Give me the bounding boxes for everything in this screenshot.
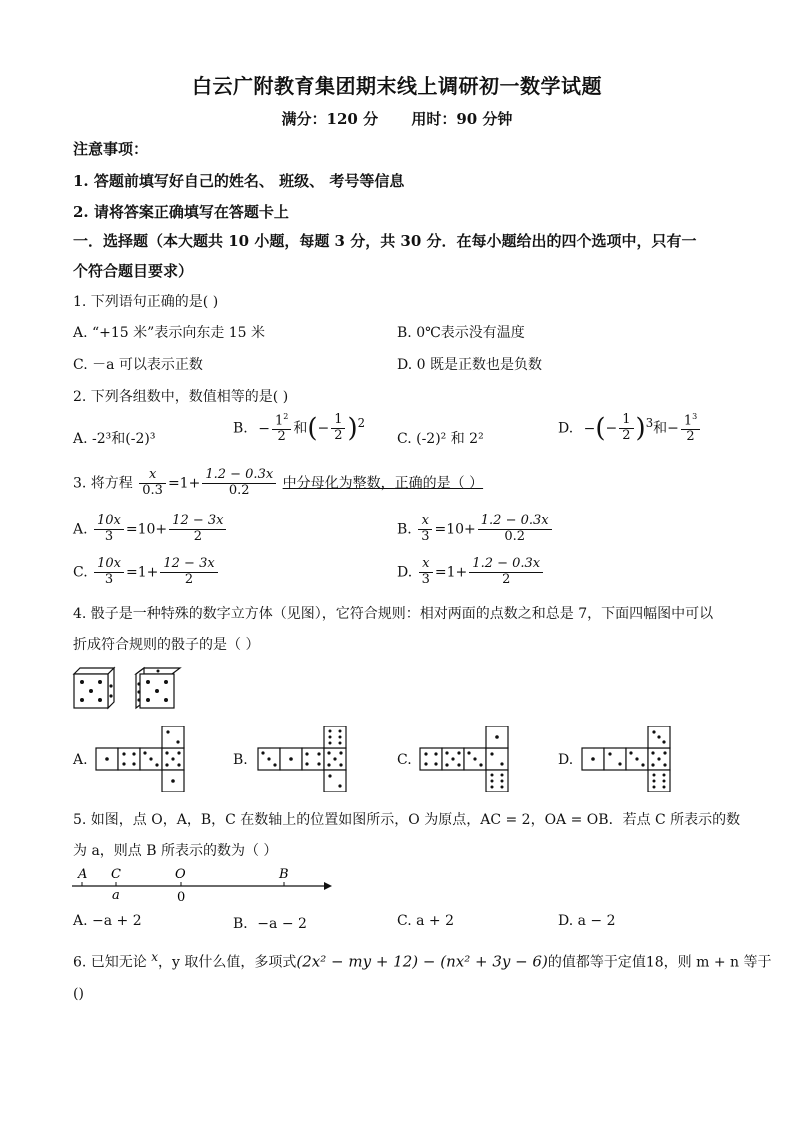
q3-option-d: D. $\frac{x}{3}$ =1+ $\frac{1.2 - 0.3x}{2}$ (397, 557, 545, 588)
q2-option-b: B. − $\frac{1^2}{2}$ 和(− $\frac{1}{2}$ )$^2$ (233, 412, 366, 445)
q4-option-a-label: A. (73, 752, 88, 768)
q5-option-a: A. −a + 2 (73, 913, 142, 929)
q2-d-label: D. (558, 420, 574, 437)
q3-option-c: C. $\frac{10x}{3}$ =1+ $\frac{12 - 3x}{2}$ (73, 557, 220, 588)
dice-cube-2 (136, 668, 180, 708)
q6-stem (73, 950, 771, 972)
q5-stem-line1: 5. 如图，点 O，A，B，C 在数轴上的位置如图所示，O 为原点，AC = 2，OA = OB．若点 C 所表示的数 (73, 812, 741, 828)
q2-stem: 2. 下列各组数中，数值相等的是( ) (73, 389, 289, 405)
q5-option-c: C. a + 2 (397, 913, 454, 929)
time-limit: 用时：90 分钟 (411, 110, 513, 128)
q6-stem-y: ，y 取什么值，多项式 (158, 954, 297, 971)
q3-option-b: B. $\frac{x}{3}$ =10+ $\frac{1.2 - 0.3x}{0.2}$ (397, 514, 554, 545)
full-score: 满分：120 分 (281, 110, 379, 128)
q2-option-d: D. −(− $\frac{1}{2}$ )$^3$和− $\frac{1^3}{2}$ (558, 412, 702, 445)
q1-option-c: C. －a 可以表示正数 (73, 357, 203, 373)
axis-label-a: A (78, 867, 88, 882)
note-item-2: 2. 请将答案正确填写在答题卡上 (73, 203, 289, 221)
q5-option-d: D. a − 2 (558, 913, 616, 929)
q4-option-c-label: C. (397, 752, 412, 768)
q3-a-label: A. (73, 521, 88, 538)
q4-stem-line1: 4. 骰子是一种特殊的数字立方体（见图），它符合规则：相对两面的点数之和总是 7，下面四幅图中可以 (73, 606, 714, 622)
q6-var-x: x (151, 950, 159, 964)
note-item-1: 1. 答题前填写好自己的姓名、 班级、 考号等信息 (73, 172, 405, 190)
q3-stem: 3. 将方程 $\frac{x}{0.3}$ =1+ $\frac{1.2 - 0.3x}{0.2}$ 中分母化为整数，正确的是（ ） (73, 467, 484, 498)
q6-polynomial: (2x² − my + 12) − (nx² + 3y − 6) (296, 952, 548, 971)
q3-c-label: C. (73, 564, 88, 581)
axis-label-c: C (111, 867, 121, 882)
q6-stem-suffix: 的值都等于定值18，则 m + n 等于 (547, 954, 772, 971)
q4-net-b (256, 726, 352, 792)
q3-stem-prefix: 3. 将方程 (73, 475, 133, 492)
q3-b-label: B. (397, 521, 412, 538)
exam-meta (0, 108, 794, 129)
number-line (70, 864, 334, 904)
q1-stem: 1. 下列语句正确的是( ) (73, 294, 219, 310)
q6-stem-prefix: 6. 已知无论 (73, 954, 147, 971)
axis-label-o: O (175, 867, 186, 882)
q3-d-label: D. (397, 564, 413, 581)
q1-option-b: B. 0℃表示没有温度 (397, 325, 525, 341)
q1-option-a: A. “+15 米”表示向东走 15 米 (73, 325, 266, 341)
q5-stem-line2: 为 a，则点 B 所表示的数为（ ） (73, 843, 278, 859)
q4-stem-line2: 折成符合规则的骰子的是（ ） (73, 637, 260, 653)
axis-label-b: B (279, 867, 289, 882)
q2-b-and: 和 (293, 420, 308, 437)
notes-heading: 注意事项： (73, 140, 149, 158)
q4-net-c (418, 726, 514, 792)
q2-d-and: 和 (653, 420, 668, 437)
page-title: 白云广附教育集团期末线上调研初一数学试题 (192, 74, 602, 98)
section-heading-line2: 个符合题目要求） (73, 262, 194, 280)
q2-option-c: C. (-2)² 和 2² (397, 431, 484, 447)
axis-value-a: a (112, 888, 120, 903)
dice-cube-1 (74, 668, 114, 708)
q2-b-label: B. (233, 420, 248, 437)
q1-option-d: D. 0 既是正数也是负数 (397, 357, 542, 373)
q4-net-d (580, 726, 676, 792)
section-heading-line1: 一．选择题（本大题共 10 小题，每题 3 分，共 30 分．在每小题给出的四个选项中，只有一 (73, 232, 697, 250)
axis-value-zero: 0 (177, 890, 186, 904)
dice-cube-figures (72, 666, 184, 710)
q5-option-b: B．−a − 2 (233, 916, 307, 932)
q3-option-a: A. $\frac{10x}{3}$ =10+ $\frac{12 - 3x}{2}$ (73, 514, 228, 545)
q3-stem-suffix: 中分母化为整数，正确的是（ ） (282, 475, 484, 492)
q4-option-d-label: D. (558, 752, 574, 768)
q2-option-a: A. -2³和(-2)³ (73, 431, 156, 447)
q4-option-b-label: B. (233, 752, 248, 768)
q6-blank: () (73, 986, 84, 1002)
q4-net-a (94, 726, 190, 792)
